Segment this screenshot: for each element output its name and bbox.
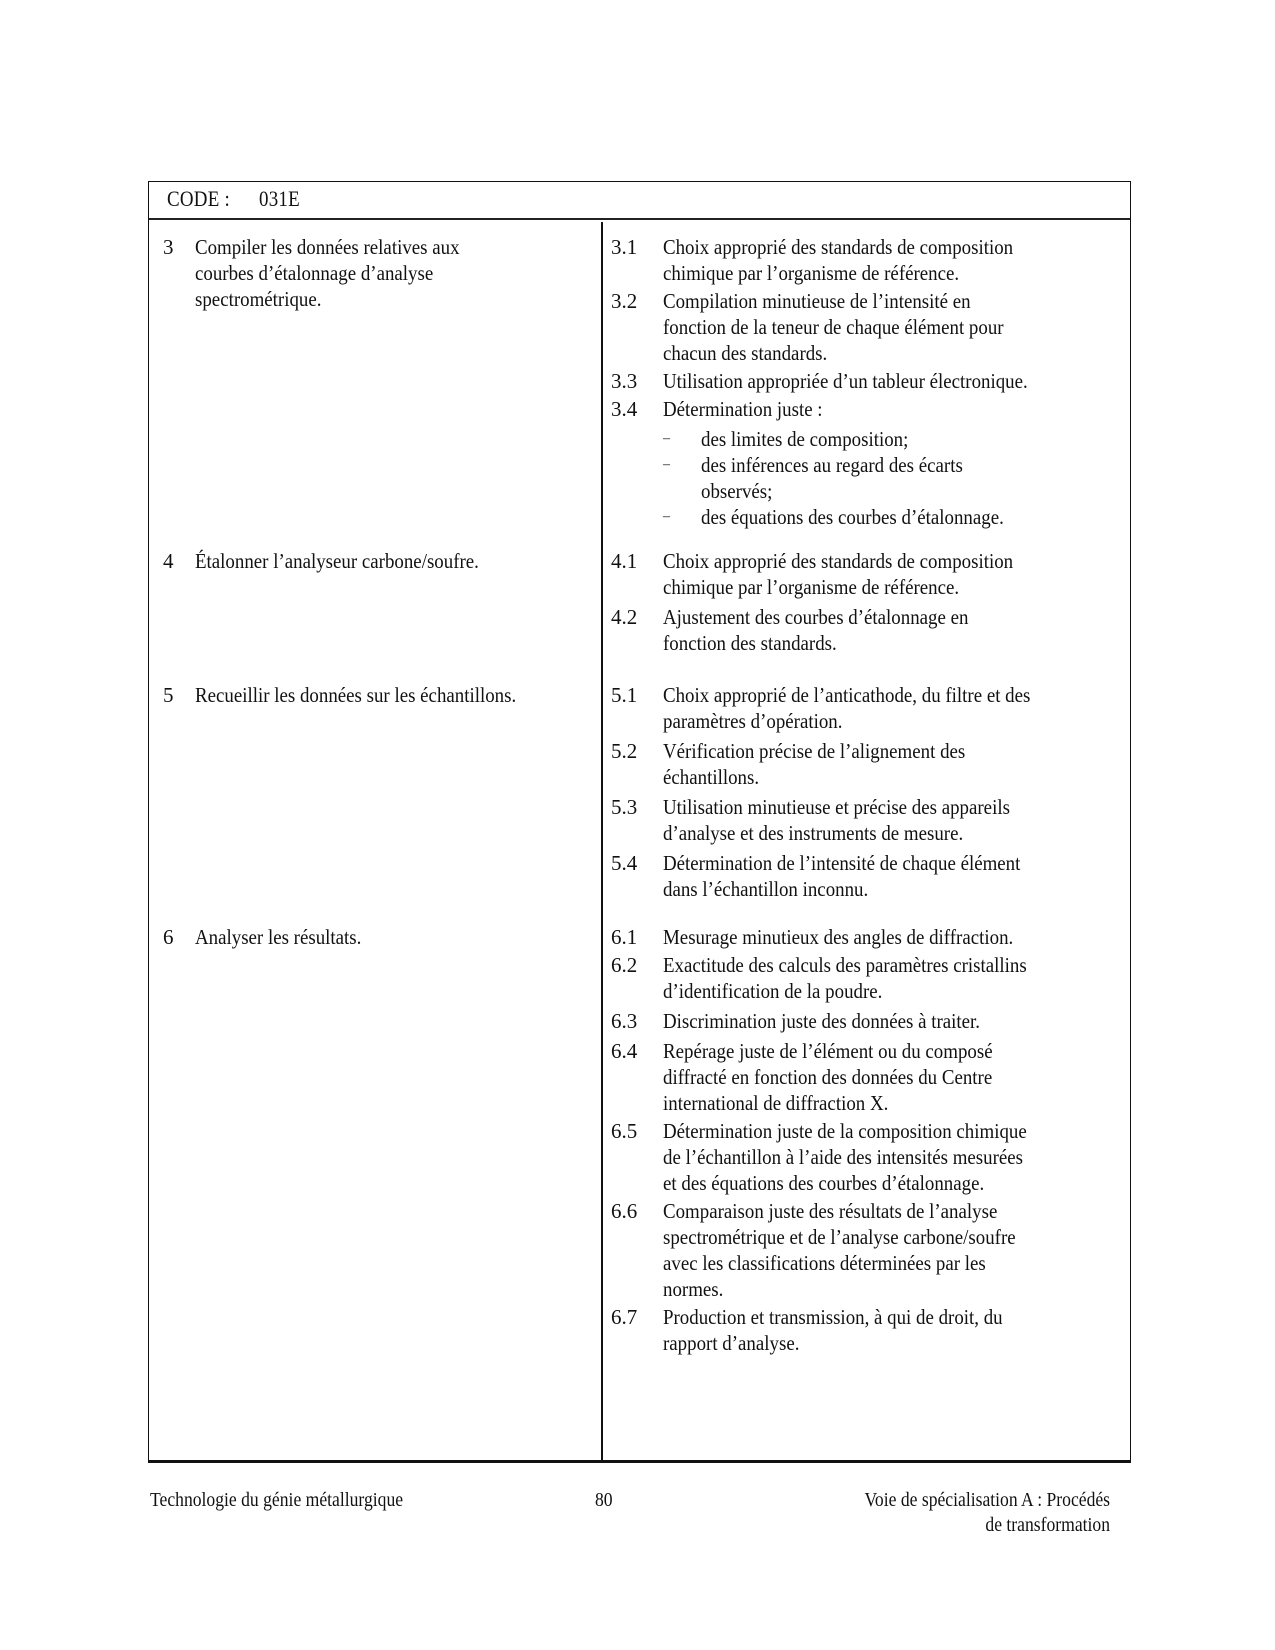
criterion-line: Repérage juste de l’élément ou du composé [663, 1039, 993, 1063]
bullet-line: des inférences au regard des écarts [701, 453, 963, 477]
criterion-line: et des équations des courbes d’étalonnage. [663, 1171, 985, 1195]
criterion-line: Détermination juste : [663, 397, 823, 421]
element-text [195, 234, 460, 312]
page-number-text: 80 [595, 1489, 613, 1511]
criterion-line: fonction des standards. [663, 631, 837, 655]
footer-specialization [831, 1488, 1110, 1538]
criterion-line: Utilisation appropriée d’un tableur électronique. [663, 369, 1028, 393]
criterion-number: 3.3 [611, 369, 638, 393]
competency-table [148, 181, 1131, 1463]
criterion-number: 5.2 [611, 739, 638, 763]
criterion-number: 3.2 [611, 289, 638, 313]
criterion-line: international de diffraction X. [663, 1091, 889, 1115]
criterion-number: 3.4 [611, 397, 638, 421]
element-line: Analyser les résultats. [195, 925, 362, 949]
code-value: 031E [259, 186, 300, 211]
criterion-number: 6.2 [611, 953, 638, 977]
dash-bullet-icon: – [663, 431, 670, 446]
criterion-line: diffracté en fonction des données du Centre [663, 1065, 993, 1089]
criterion-number: 6.1 [611, 925, 638, 949]
footer-program-title [150, 1488, 438, 1513]
criterion-line: de l’échantillon à l’aide des intensités mesurées [663, 1145, 1024, 1169]
criterion-line: Détermination juste de la composition chimique [663, 1119, 1027, 1143]
element-line: courbes d’étalonnage d’analyse [195, 261, 434, 285]
criterion-line: Vérification précise de l’alignement des [663, 739, 966, 763]
criterion-line: Comparaison juste des résultats de l’analyse [663, 1199, 998, 1223]
footer-left-text: Technologie du génie métallurgique [150, 1489, 404, 1511]
criterion-line: Ajustement des courbes d’étalonnage en [663, 605, 969, 629]
code-label: CODE : [167, 186, 231, 211]
criterion-line: d’identification de la poudre. [663, 979, 883, 1003]
criterion-line: chacun des standards. [663, 341, 828, 365]
criterion-line: Production et transmission, à qui de droit, du [663, 1305, 1003, 1329]
criterion-number: 5.3 [611, 795, 638, 819]
criterion-line: chimique par l’organisme de référence. [663, 261, 960, 285]
criterion-number: 6.7 [611, 1305, 638, 1329]
criterion-line: Choix approprié des standards de composition [663, 235, 1014, 259]
element-line: Étalonner l’analyseur carbone/soufre. [195, 549, 479, 573]
criterion-number: 4.2 [611, 605, 638, 629]
bullet-line: des équations des courbes d’étalonnage. [701, 505, 1004, 529]
criterion-line: dans l’échantillon inconnu. [663, 877, 869, 901]
criterion-line: Discrimination juste des données à traiter. [663, 1009, 981, 1033]
criterion-line: rapport d’analyse. [663, 1331, 800, 1355]
element-line: Compiler les données relatives aux [195, 235, 460, 259]
criterion-line: avec les classifications déterminées par les [663, 1251, 986, 1275]
element-text [195, 548, 479, 574]
footer-right-line: Voie de spécialisation A : Procédés [864, 1489, 1110, 1511]
criterion-line: Compilation minutieuse de l’intensité en [663, 289, 971, 313]
code-header [149, 182, 1130, 220]
element-text [195, 682, 516, 708]
column-divider [601, 222, 603, 1460]
criterion-line: paramètres d’opération. [663, 709, 843, 733]
criterion-line: Utilisation minutieuse et précise des appareils [663, 795, 1010, 819]
element-number: 3 [163, 235, 174, 259]
criterion-number: 5.1 [611, 683, 638, 707]
dash-bullet-icon: – [663, 509, 670, 524]
criterion-line: Choix approprié de l’anticathode, du filtre et des [663, 683, 1031, 707]
criterion-line: normes. [663, 1277, 724, 1301]
criterion-number: 6.5 [611, 1119, 638, 1143]
criterion-line: fonction de la teneur de chaque élément pour [663, 315, 1004, 339]
bullet-line: observés; [701, 479, 773, 503]
footer-right-line: de transformation [985, 1514, 1110, 1536]
criterion-line: d’analyse et des instruments de mesure. [663, 821, 964, 845]
element-text [195, 924, 361, 950]
criterion-number: 5.4 [611, 851, 638, 875]
criterion-line: échantillons. [663, 765, 760, 789]
criterion-number: 6.6 [611, 1199, 638, 1223]
criterion-line: Exactitude des calculs des paramètres cristallins [663, 953, 1027, 977]
page-number [595, 1488, 615, 1513]
element-line: spectrométrique. [195, 287, 322, 311]
criterion-line: spectrométrique et de l’analyse carbone/soufre [663, 1225, 1016, 1249]
criterion-line: chimique par l’organisme de référence. [663, 575, 960, 599]
criterion-number: 6.4 [611, 1039, 638, 1063]
dash-bullet-icon: – [663, 457, 670, 472]
criterion-line: Choix approprié des standards de composition [663, 549, 1014, 573]
criterion-number: 6.3 [611, 1009, 638, 1033]
element-number: 4 [163, 549, 174, 573]
bullet-line: des limites de composition; [701, 427, 909, 451]
element-number: 5 [163, 683, 174, 707]
criterion-line: Détermination de l’intensité de chaque élément [663, 851, 1021, 875]
element-line: Recueillir les données sur les échantillons. [195, 683, 517, 707]
criterion-number: 3.1 [611, 235, 638, 259]
criterion-line: Mesurage minutieux des angles de diffraction. [663, 925, 1014, 949]
criterion-number: 4.1 [611, 549, 638, 573]
element-number: 6 [163, 925, 174, 949]
